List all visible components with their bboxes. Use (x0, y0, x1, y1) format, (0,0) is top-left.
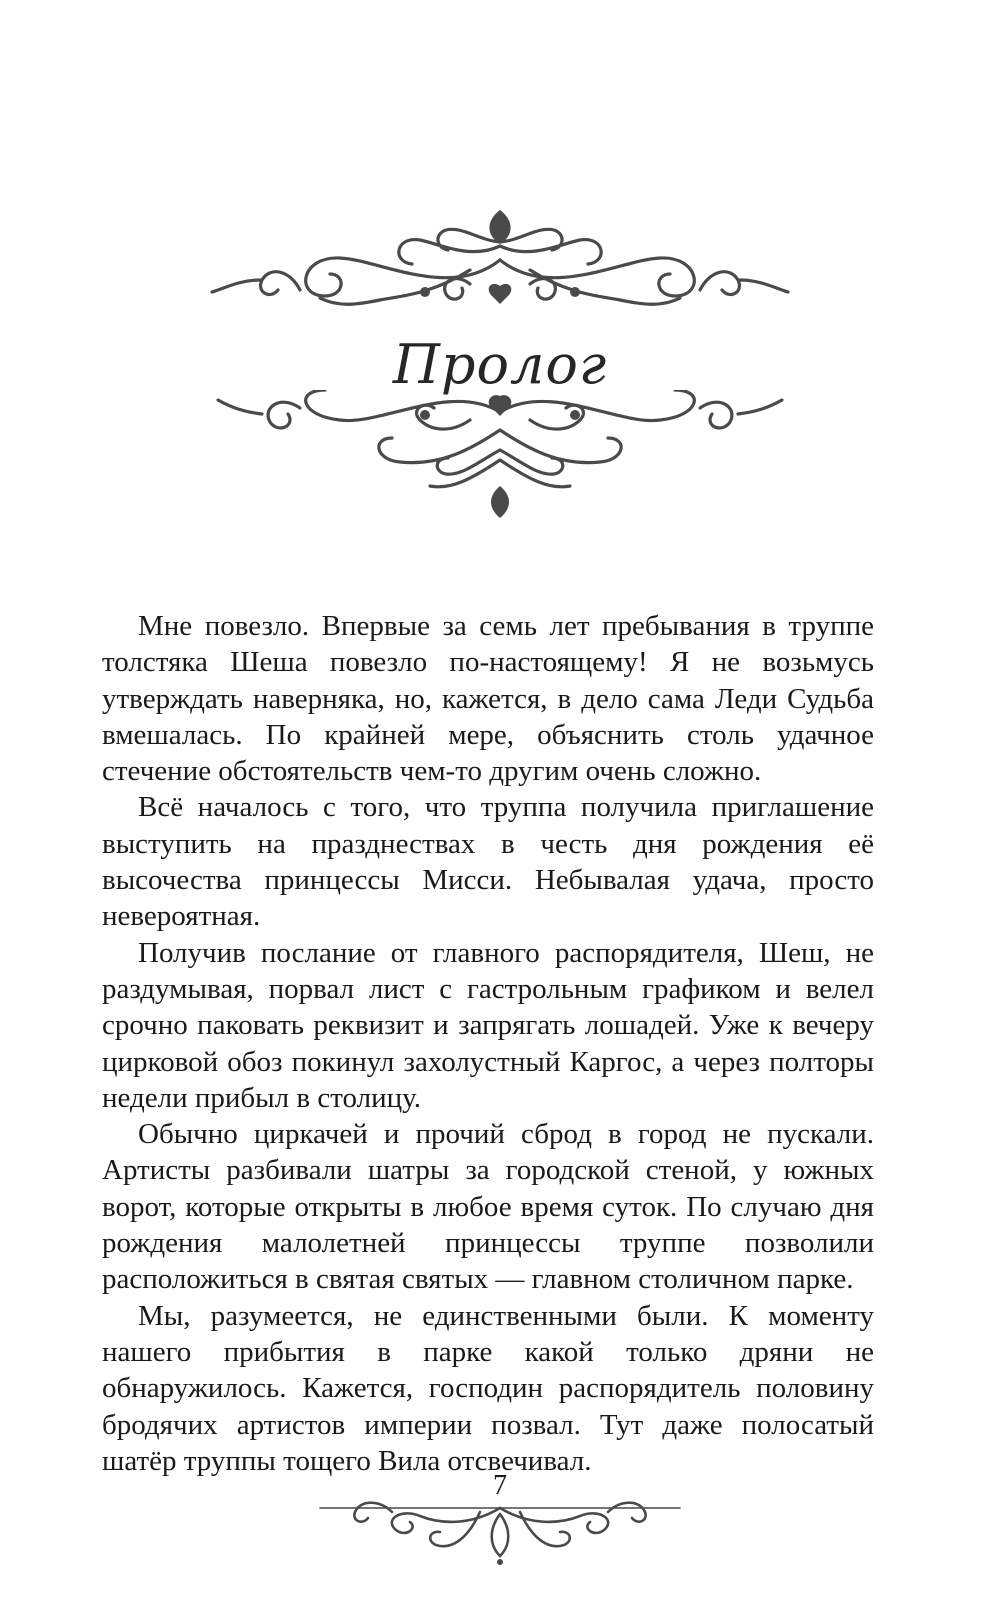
bottom-flourish-icon (0, 390, 1000, 525)
paragraph: Получив послание от главного распорядителя, Шеш, не раздумывая, порвал лист с гастрольным графиком и велел срочно паковать реквизит и запрягать лошадей. Уже к вечеру цирковой обоз покинул захолустный Каргос, а через полторы недели прибыл в столицу. (102, 936, 874, 1114)
body-text (102, 608, 874, 1479)
paragraph: Всё началось с того, что труппа получила приглашение выступить на празднествах в честь дня рождения её высочества принцессы Мисси. Небывалая удача, просто невероятная. (102, 791, 874, 933)
page-number: 7 (493, 1470, 507, 1501)
footer-flourish-icon (0, 1490, 1000, 1570)
chapter-title: Пролог (392, 333, 608, 396)
top-flourish-icon (0, 200, 1000, 330)
paragraph: Мне повезло. Впервые за семь лет пребывания в труппе толстяка Шеша повезло по-настоящему! Я не возьмусь утверждать наверняка, но, кажется, в дело сама Леди Судьба вмешалась. По крайней мере, объяснить столь удачное стечение обстоятельств чем-то другим очень сложно. (102, 610, 874, 788)
paragraph: Мы, разумеется, не единственными были. К моменту нашего прибытия в парке какой только дряни не обнаружилось. Кажется, господин распорядитель половину бродячих артистов империи позвал. Тут даже полосатый шатёр труппы тощего Вила отсвечивал. (102, 1299, 874, 1477)
paragraph: Обычно циркачей и прочий сброд в город не пускали. Артисты разбивали шатры за городской стеной, у южных ворот, которые открыты в любое время суток. По случаю дня рождения малолетней принцессы труппе позволили расположиться в святая святых — главном столичном парке. (102, 1118, 874, 1296)
